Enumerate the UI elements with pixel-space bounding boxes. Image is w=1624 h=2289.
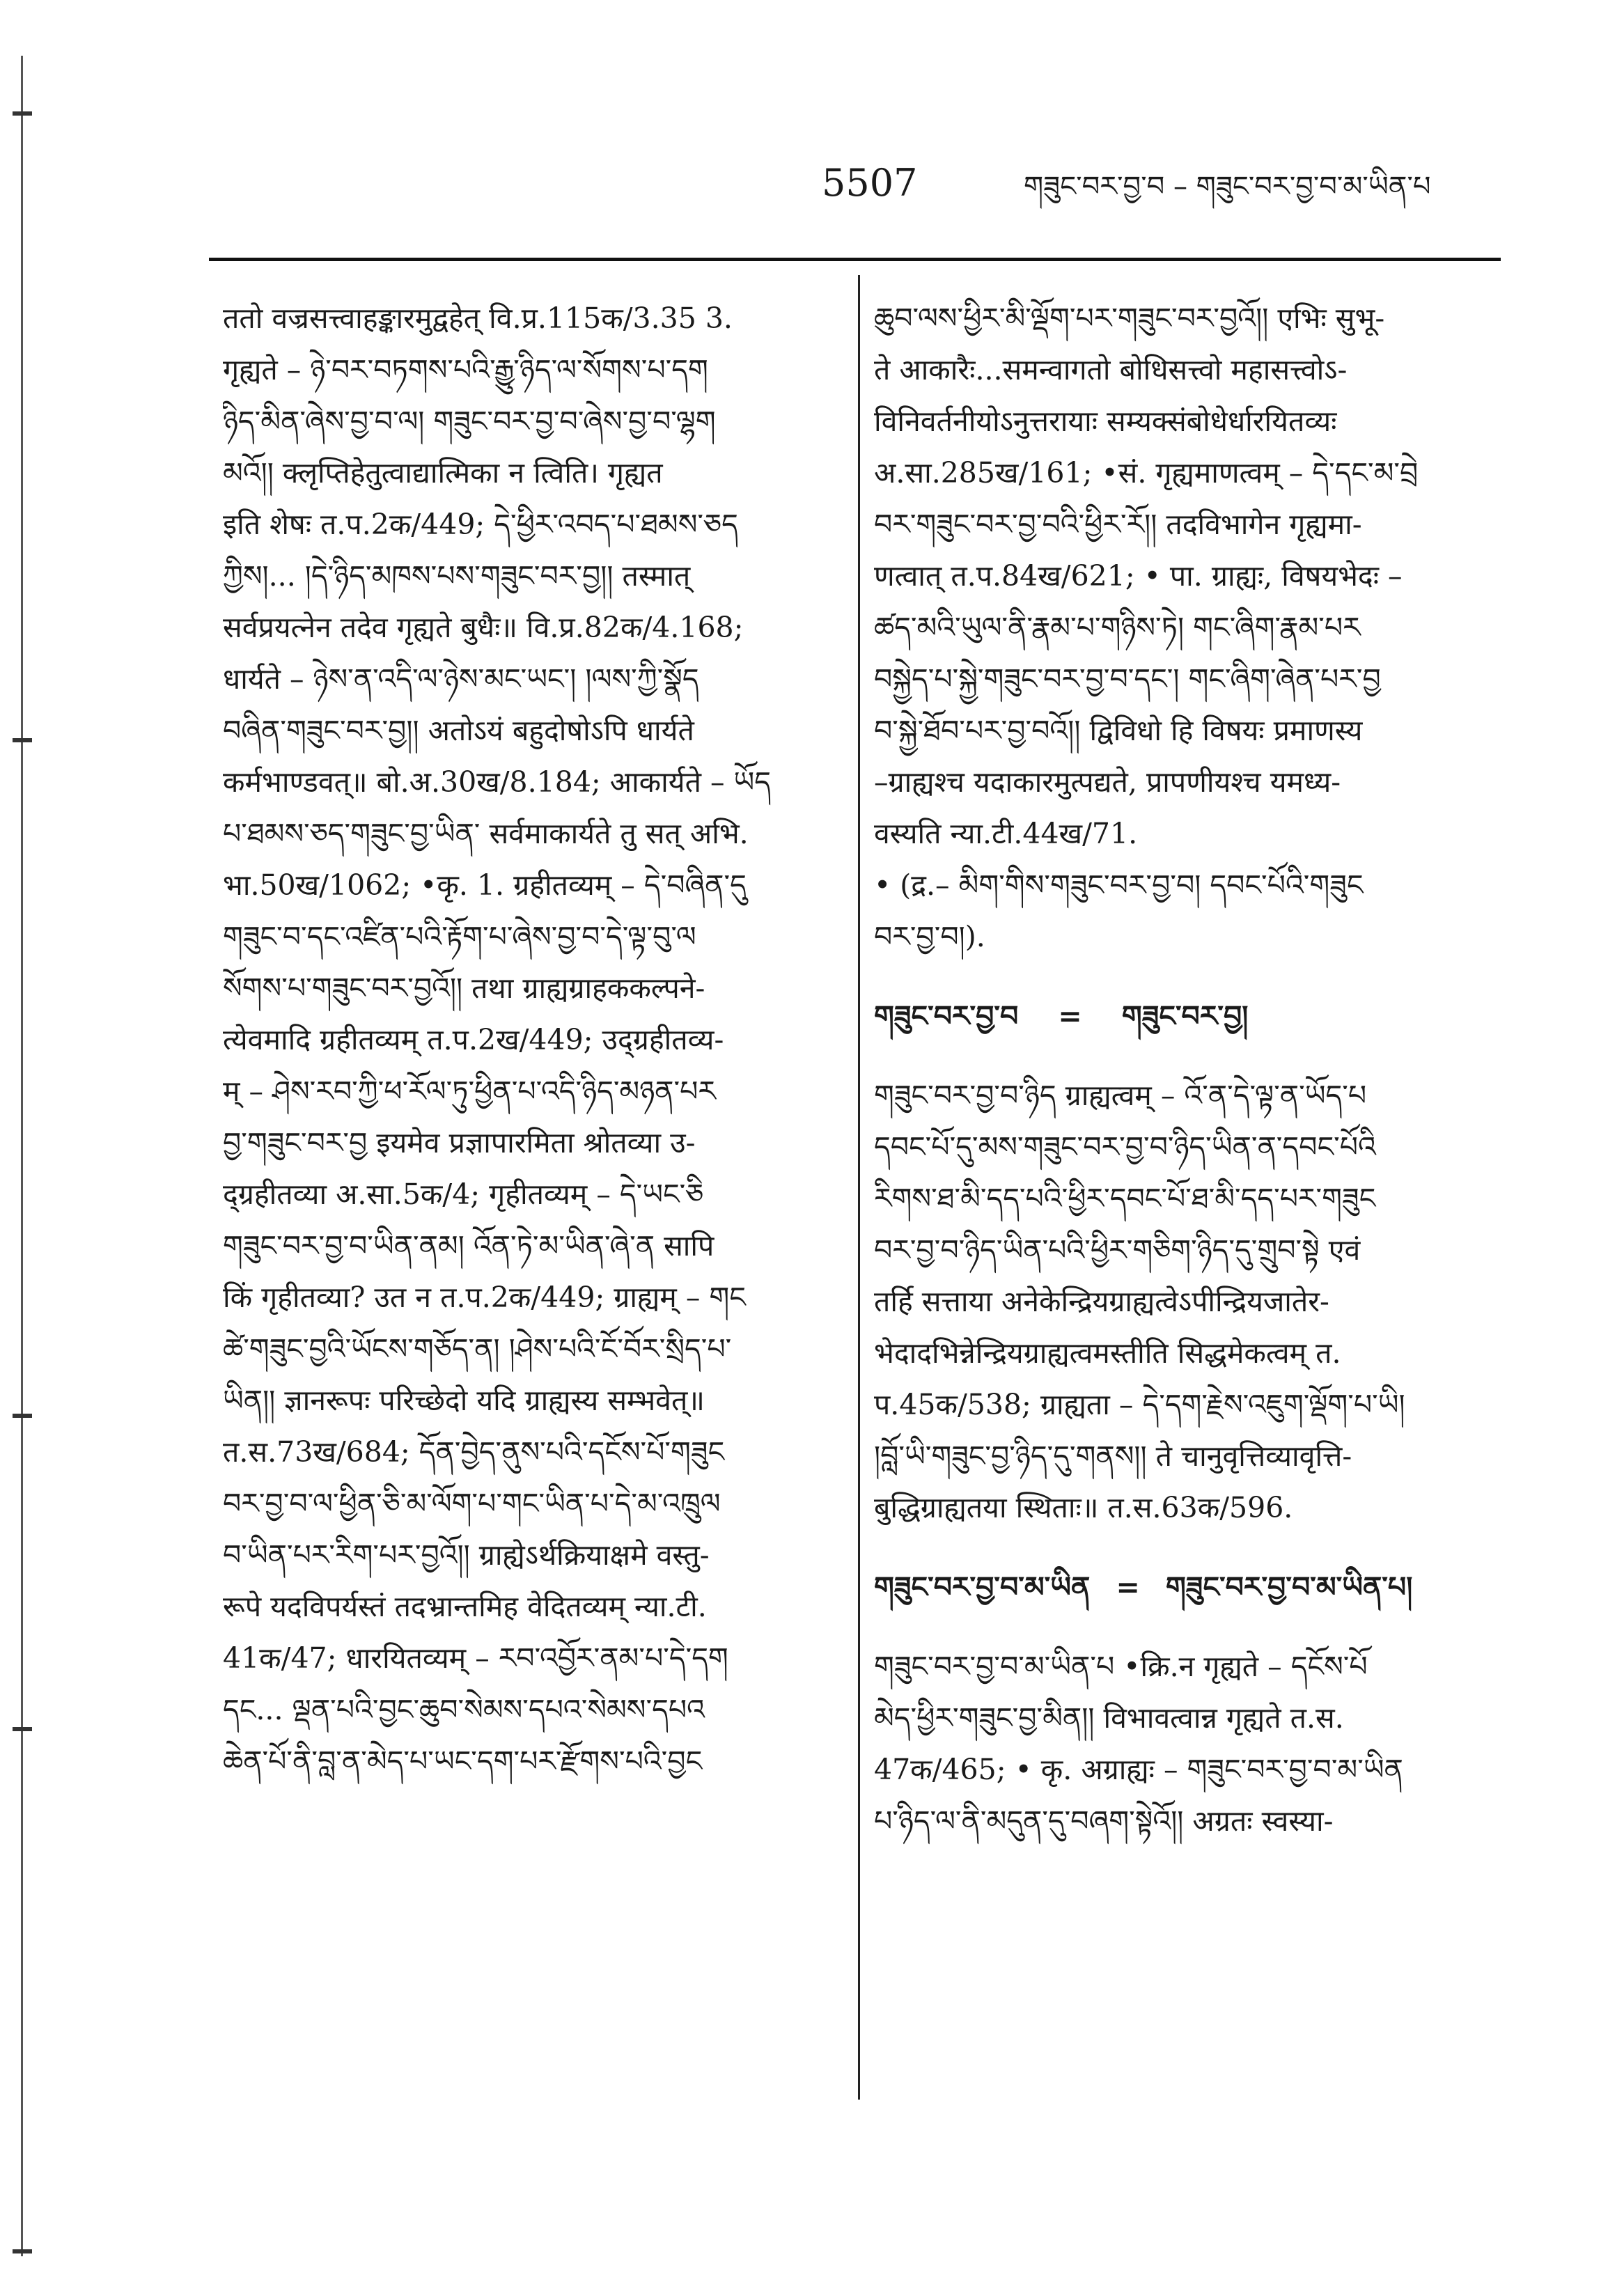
text-line: ཚེ་གཟུང་བྱའི་ཡོངས་གཅོད་ན། །ཤེས་པའི་ངོ་བོར་སྲིད་པ་ <box>223 1332 732 1366</box>
text-line: –ग्राह्यश्च यदाकारमुत्पद्यते, प्रापणीयश्च यमध्य- <box>874 765 1341 799</box>
text-line: དབང་པོ་དུ་མས་གཟུང་བར་བྱ་བ་ཉིད་ཡིན་ན་དབང་པོའི <box>874 1130 1376 1164</box>
text-line: བར་གཟུང་བར་བྱ་བའི་ཕྱིར་རོ།། तदविभागेन गृह्यमा- <box>874 508 1362 541</box>
text-line: अ.सा.285ख/161; •सं. गृह्यमाणत्वम् – དེ་དང་མ་བྲེ <box>874 456 1419 490</box>
header-rule <box>209 258 1501 261</box>
text-line: विनिवर्तनीयोऽनुत्तरायाः सम्यक्संबोधेर्धारयितव्यः <box>874 405 1337 438</box>
headword: གཟུང་བར་བྱ་བ <box>874 999 1019 1033</box>
text-line: ཉིད་མིན་ཞེས་བྱ་བ་ལ། གཟུང་བར་བྱ་བ་ཞེས་བྱ་བ་ལྷག <box>223 405 716 438</box>
text-line: པ་ཐམས་ཅད་གཟུང་བྱ་ཡིན་ सर्वमाकार्यते तु सत् अभि. <box>223 817 749 850</box>
headword: གཟུང་བར་བྱ་བ་མ་ཡིན <box>874 1570 1091 1604</box>
text-line: །བློ་ཡི་གཟུང་བྱ་ཉིད་དུ་གནས།། ते चानुवृत्तिव्यावृत्ति- <box>874 1439 1352 1473</box>
text-line: བཞིན་གཟུང་བར་བྱ།། अतोऽयं बहुदोषोऽपि धार्यते <box>223 714 694 747</box>
binding-edge <box>21 56 23 2256</box>
cross-reference: གཟུང་བར་བྱ། <box>1121 999 1249 1033</box>
text-line: ཆུབ་ལས་ཕྱིར་མི་ལྡོག་པར་གཟུང་བར་བྱའོ།། एभिः सुभू- <box>874 302 1385 335</box>
text-line: ततो वज्रसत्त्वाहङ्कारमुद्वहेत् वि.प्र.115क/3.35 3. <box>223 302 733 335</box>
text-line: གཟུང་བ་དང་འཛིན་པའི་རྟོག་པ་ཞེས་བྱ་བ་དེ་ལྟ་བུ་ལ <box>223 920 696 953</box>
text-line: མའོ།། क्लृप्तिहेतुत्वाद्यात्मिका न त्विति। गृह्यत <box>223 456 663 490</box>
text-line: रूपे यदविपर्यस्तं तदभ्रान्तमिह वेदितव्यम् न्या.टी. <box>223 1590 707 1623</box>
binding-mark <box>13 738 32 742</box>
text-line: ཀྱིས།... །དེ་ཉིད་མཁས་པས་གཟུང་བར་བྱ།། तस्मात् <box>223 559 691 593</box>
column-divider <box>858 275 860 2100</box>
right-column <box>874 292 1487 1847</box>
binding-mark <box>13 2249 32 2253</box>
text-line: ཚད་མའི་ཡུལ་ནི་རྣམ་པ་གཉིས་ཏེ། གང་ཞིག་རྣམ་པར <box>874 611 1361 644</box>
entry-headword <box>874 1561 1487 1613</box>
text-line: བསྐྱེད་པ་སྐྱེ་གཟུང་བར་བྱ་བ་དང་། གང་ཞིག་ཞེན་པར་བྱ <box>874 662 1381 696</box>
text-line: 47क/465; • कृ. अग्राह्यः – གཟུང་བར་བྱ་བ་མ་ཡིན <box>874 1753 1403 1786</box>
text-line: भा.50ख/1062; •कृ. 1. ग्रहीतव्यम् – དེ་བཞིན་དུ <box>223 868 747 902</box>
text-line: किं गृहीतव्या? उत न त.प.2क/449; ग्राह्यम् – གང <box>223 1281 746 1314</box>
text-line: བ་ཡིན་པར་རིག་པར་བྱའོ།། ग्राह्येऽर्थक्रियाक्षमे वस्तु- <box>223 1538 710 1572</box>
page-number: 5507 <box>822 161 918 205</box>
text-line: བར་བྱ་བ་ཉིད་ཡིན་པའི་ཕྱིར་གཅིག་ཉིད་དུ་གྲུབ་སྟེ एवं <box>874 1233 1361 1267</box>
left-column <box>223 292 836 1787</box>
text-line: གཟུང་བར་བྱ་བ་ཉིད ग्राह्यत्वम् – འོ་ན་དེ་ལྟ་ན་ཡོད་པ <box>874 1079 1367 1112</box>
text-line: • (द्र.– མིག་གིས་གཟུང་བར་བྱ་བ། དབང་པོའི་གཟུང <box>874 868 1364 902</box>
text-line: ཆེན་པོ་ནི་བླ་ན་མེད་པ་ཡང་དག་པར་རྫོགས་པའི་བྱང <box>223 1744 703 1778</box>
text-line: गृह्यते – ཉེ་བར་བཏགས་པའི་རྒྱུ་ཉིད་ལ་སོགས་པ་དག <box>223 353 708 386</box>
text-line: ते आकारैः...समन्वागतो बोधिसत्त्वो महासत्त्वोऽ- <box>874 353 1348 386</box>
text-line: म् – ཤེས་རབ་ཀྱི་ཕ་རོལ་ཏུ་ཕྱིན་པ་འདི་ཉིད་མཉན་པར <box>223 1075 716 1108</box>
text-line: तर्हि सत्ताया अनेकेन्द्रियग्राह्यत्वेऽपीन्द्रियजातेर- <box>874 1285 1329 1318</box>
text-line: णत्वात् त.प.84ख/621; • पा. ग्राह्यः, विषयभेदः – <box>874 559 1403 593</box>
text-line: कर्मभाण्डवत्॥ बो.अ.30ख/8.184; आकार्यते – ཡོད <box>223 765 771 799</box>
text-line: རིགས་ཐ་མི་དད་པའི་ཕྱིར་དབང་པོ་ཐ་མི་དད་པར་གཟུང <box>874 1182 1376 1215</box>
cross-reference: གཟུང་བར་བྱ་བ་མ་ཡིན་པ། <box>1165 1570 1413 1604</box>
text-line: བ་སྐྱེ་ཐོབ་པར་བྱ་བའོ།། द्विविधो हि विषयः प्रमाणस्य <box>874 714 1363 747</box>
text-line: བར་བྱ་བ་ལ་ཕྱིན་ཅི་མ་ལོག་པ་གང་ཡིན་པ་དེ་མ་འཁྲུལ <box>223 1487 721 1520</box>
text-line: 41क/47; धारयितव्यम् – རབ་འབྱོར་ནམ་པ་དེ་དག <box>223 1641 728 1675</box>
text-line: धार्यते – ཉེས་ན་འདི་ལ་ཉེས་མང་ཡང་། །ལས་ཀྱི་སྣོད <box>223 662 699 696</box>
binding-mark <box>13 1727 32 1731</box>
entry-headword <box>874 990 1487 1042</box>
text-line: सर्वप्रयत्नेन तदेव गृह्यते बुधैः॥ वि.प्र.82क/4.168; <box>223 611 744 644</box>
text-line: त्येवमादि ग्रहीतव्यम् त.प.2ख/449; उद्ग्रहीतव्य- <box>223 1023 724 1056</box>
text-line: इति शेषः त.प.2क/449; དེ་ཕྱིར་འབད་པ་ཐམས་ཅད <box>223 508 738 541</box>
text-line: ཡིན།། ज्ञानरूपः परिच्छेदो यदि ग्राह्यस्य सम्भवेत्॥ <box>223 1384 705 1417</box>
text-line: པ་ཉིད་ལ་ནི་མདུན་དུ་བཞག་སྟེའོ།། अग्रतः स्वस्या- <box>874 1804 1334 1838</box>
text-line: སོགས་པ་གཟུང་བར་བྱའོ།། तथा ग्राह्यग्राहककल्पने- <box>223 971 705 1005</box>
text-line: भेदादभिन्नेन्द्रियग्राह्यत्वमस्तीति सिद्धमेकत्वम् त. <box>874 1336 1341 1370</box>
text-line: वस्यति न्या.टी.44ख/71. <box>874 817 1138 850</box>
text-line: བར་བྱ་བ།). <box>874 920 985 953</box>
text-line: द्ग्रहीतव्या अ.सा.5क/4; गृहीतव्यम् – དེ་ཡང་ཅི <box>223 1178 704 1211</box>
binding-mark <box>13 1414 32 1418</box>
running-head: གཟུང་བར་བྱ་བ – གཟུང་བར་བྱ་བ་མ་ཡིན་པ <box>1024 171 1431 203</box>
text-line: གཟུང་བར་བྱ་བ་ཡིན་ནམ། འོན་ཏེ་མ་ཡིན་ཞེ་ན सापि <box>223 1229 715 1263</box>
equals-sign: = <box>1116 1570 1140 1604</box>
text-line: བྱ་གཟུང་བར་བྱ इयमेव प्रज्ञापारमिता श्रोतव्या उ- <box>223 1126 696 1159</box>
text-line: དང... ལྡན་པའི་བྱང་ཆུབ་སེམས་དཔའ་སེམས་དཔའ <box>223 1693 705 1726</box>
text-line: प.45क/538; ग्राह्यता – དེ་དག་རྗེས་འཇུག་ལྡོག་པ་ཡི། <box>874 1388 1405 1421</box>
text-line: बुद्धिग्राह्यतया स्थिताः॥ त.स.63क/596. <box>874 1491 1293 1524</box>
text-line: त.स.73ख/684; དོན་བྱེད་ནུས་པའི་དངོས་པོ་གཟུང <box>223 1435 725 1469</box>
equals-sign: = <box>1058 999 1082 1033</box>
text-line: གཟུང་བར་བྱ་བ་མ་ཡིན་པ •क्रि.न गृह्यते – དངོས་པོ <box>874 1650 1368 1683</box>
text-line: མེད་ཕྱིར་གཟུང་བྱ་མིན།། विभावत्वान्न गृह्यते त.स. <box>874 1701 1344 1735</box>
binding-mark <box>13 111 32 116</box>
